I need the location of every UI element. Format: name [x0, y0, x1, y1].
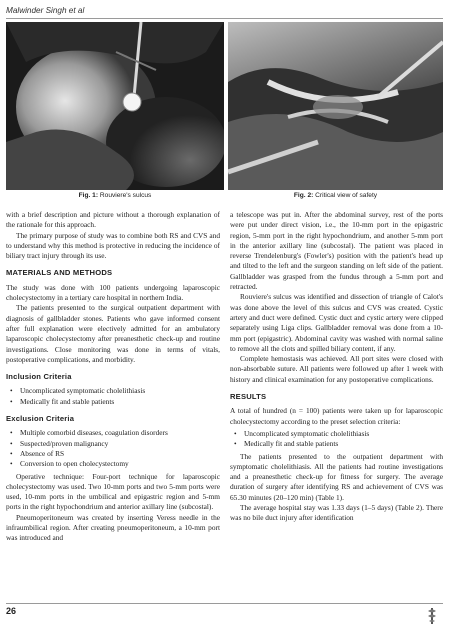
- figure-2-image: [228, 22, 443, 190]
- methods-paragraph-1: The study was done with 100 patients undergoing laparoscopic cholecystectomy in a tertiary care hospital in northern India.: [6, 282, 220, 303]
- running-header-author: Malwinder Singh et al: [6, 6, 85, 15]
- exclusion-heading: Exclusion Criteria: [6, 414, 75, 424]
- list-item: • Medically fit and stable patients: [244, 439, 443, 449]
- publisher-logo-icon: [425, 606, 439, 626]
- figure-1-caption: [6, 192, 224, 199]
- procedure-paragraph-3: Complete hemostasis was achieved. All port sites were closed with non-absorbable suture. All patients were followed up after 1 week with history and clinical examination for any postoperative complications.: [230, 354, 443, 384]
- page-number: 26: [6, 606, 17, 616]
- purpose-paragraph: The primary purpose of study was to combine both RS and CVS and to understand why this method is protective in reducing the incidence of biliary tract injury through its use.: [6, 230, 220, 261]
- technique-paragraph: Operative technique: Four-port technique for laparoscopic cholecystectomy was used. Two 10-mm ports and two 5-mm ports were used, 10-mm ports in the umbilical and epigastric region and 5-mm ports in the right hypochondrium and anterior axillary line (subcostal).: [6, 471, 220, 512]
- results-heading: RESULTS: [230, 392, 267, 402]
- exclusion-list: [6, 428, 220, 469]
- results-paragraph-3: The average hospital stay was 1.33 days (1–5 days) (Table 2). There was no bile duct injury after identification: [230, 503, 443, 523]
- list-item: • Uncomplicated symptomatic cholelithiasis: [20, 386, 220, 396]
- figure-2-caption-text: Critical view of safety: [315, 192, 378, 199]
- figure-1-label: Fig. 1:: [78, 192, 99, 199]
- methods-paragraph-2: The patients presented to the surgical outpatient department with diagnosis of gallbladder stones. Patients who gave informed consent after full explanation were electively admitted for an ambulatory laparoscopic cholecystectomy after preanesthetic check-up and routine investigations. Close monitoring was done in terms of vitals, postoperative complications, and morbidity.: [6, 303, 220, 364]
- footer-rule: [6, 603, 443, 604]
- results-paragraph-2: The patients presented to the outpatient department with symptomatic cholelithiasis. All the patients had routine investigations and a preanesthetic check-up for fitness for surgery. The average duration of surgery after identifying RS and achievement of CVS was 65.30 minutes (20–120 min) (Table 1).: [230, 451, 443, 502]
- figure-1-caption-text: Rouviere's sulcus: [99, 192, 152, 199]
- left-column: [6, 210, 220, 544]
- procedure-paragraph-2: Rouviere's sulcus was identified and dissection of triangle of Calot's was done above the level of this sulcus and CVS was created. Cystic artery and duct were defined. Cystic duct and cystic artery were clipped separately using Liga clips. Gallbladder removal was done from a 10-mm port (epigastric). Abdominal cavity was washed with normal saline to remove all the clots and spilled biliary content, if any.: [230, 292, 443, 353]
- inclusion-list: [6, 386, 220, 407]
- figure-2-label: Fig. 2:: [293, 192, 314, 199]
- list-item: • Conversion to open cholecystectomy: [20, 459, 220, 469]
- inclusion-heading: Inclusion Criteria: [6, 372, 72, 382]
- pneumoperitoneum-paragraph: Pneumoperitoneum was created by inserting Veress needle in the infraumbilical region. After creating pneumoperitoneum, a 10-mm port was introduced and: [6, 512, 220, 543]
- procedure-paragraph-1: a telescope was put in. After the abdominal survey, rest of the ports were put under direct vision, i.e., the 10-mm port in the epigastric region, 5-mm port in the right hypochondrium, and another 5-mm port in the anterior axillary line (subcostal). The patient was placed in reverse Trendelenburg's (Fowler's) position with the patient's head up and tilted to the left and the surgeon standing on left side of the patient. Gallbladder was grasped from the fundus through a 5-mm port and retracted.: [230, 210, 443, 292]
- intro-paragraph: with a brief description and picture without a thorough explanation of the rationale for this approach.: [6, 210, 220, 230]
- header-rule: [6, 18, 443, 19]
- figure-2-caption: [228, 192, 443, 199]
- results-list: [230, 429, 443, 450]
- list-item: • Suspected/proven malignancy: [20, 439, 220, 449]
- list-item: • Multiple comorbid diseases, coagulation disorders: [20, 428, 220, 438]
- results-paragraph-1: A total of hundred (n = 100) patients were taken up for laparoscopic cholecystectomy according to the preset selection criteria:: [230, 406, 443, 426]
- list-item: • Uncomplicated symptomatic cholelithiasis: [244, 429, 443, 439]
- list-item: • Medically fit and stable patients: [20, 397, 220, 407]
- right-column: [230, 210, 443, 524]
- figure-1-image: [6, 22, 224, 190]
- methods-heading: MATERIALS AND METHODS: [6, 268, 113, 278]
- list-item: • Absence of RS: [20, 449, 220, 459]
